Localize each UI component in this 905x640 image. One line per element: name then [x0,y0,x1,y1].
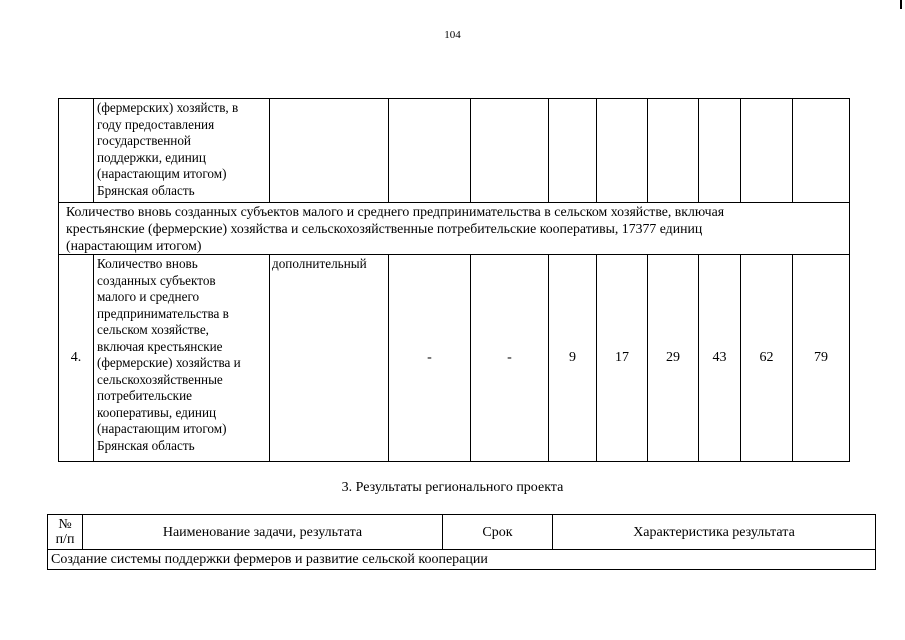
indicator-type-cell [270,99,389,203]
scan-edge-mark [900,0,902,9]
indicator-row-4 [59,255,850,462]
section-title: 3. Результаты регионального проекта [341,480,564,495]
goal-section-text: Количество вновь созданных субъектов малого и среднего предпринимательства в сельском хозяйстве, включая крестьянские (фермерские) хозяйства и сельскохозяйственные потребительские кооперативы, 17377 единиц (нарастающим итогом) [59,203,850,255]
value-cell [549,99,597,203]
results-header-row [48,515,876,550]
indicator-continued-row [59,99,850,203]
value-cell: 79 [793,255,850,462]
value-cell [597,99,648,203]
header-name: Наименование задачи, результата [83,515,443,550]
task-title: Создание системы поддержки фермеров и развитие сельской кооперации [48,550,876,570]
value-cell: - [389,255,471,462]
value-cell: 9 [549,255,597,462]
results-task-row [48,550,876,570]
value-cell: 29 [648,255,699,462]
value-cell [741,99,793,203]
value-cell: 43 [699,255,741,462]
value-cell: 62 [741,255,793,462]
row-number-cell: 4. [59,255,94,462]
header-term: Срок [443,515,553,550]
indicator-type-cell: дополнительный [270,255,389,462]
header-characteristic: Характеристика результата [553,515,876,550]
results-table [47,514,876,570]
goal-section-row [59,203,850,255]
header-number: № п/п [48,515,83,550]
indicator-table [58,98,850,462]
value-cell [648,99,699,203]
row-number-cell [59,99,94,203]
indicator-description: Количество вновь созданных субъектов малого и среднего предпринимательства в сельском хозяйстве, включая крестьянские (фермерские) хозяйства и сельскохозяйственные потребительские кооперативы, единиц (нарастающим итогом) Брянская область [94,255,270,462]
value-cell [389,99,471,203]
value-cell [471,99,549,203]
value-cell: 17 [597,255,648,462]
value-cell: - [471,255,549,462]
page-number: 104 [444,29,461,41]
value-cell [699,99,741,203]
indicator-description: (фермерских) хозяйств, в году предоставления государственной поддержки, единиц (нарастающим итогом) Брянская область [94,99,270,203]
value-cell [793,99,850,203]
